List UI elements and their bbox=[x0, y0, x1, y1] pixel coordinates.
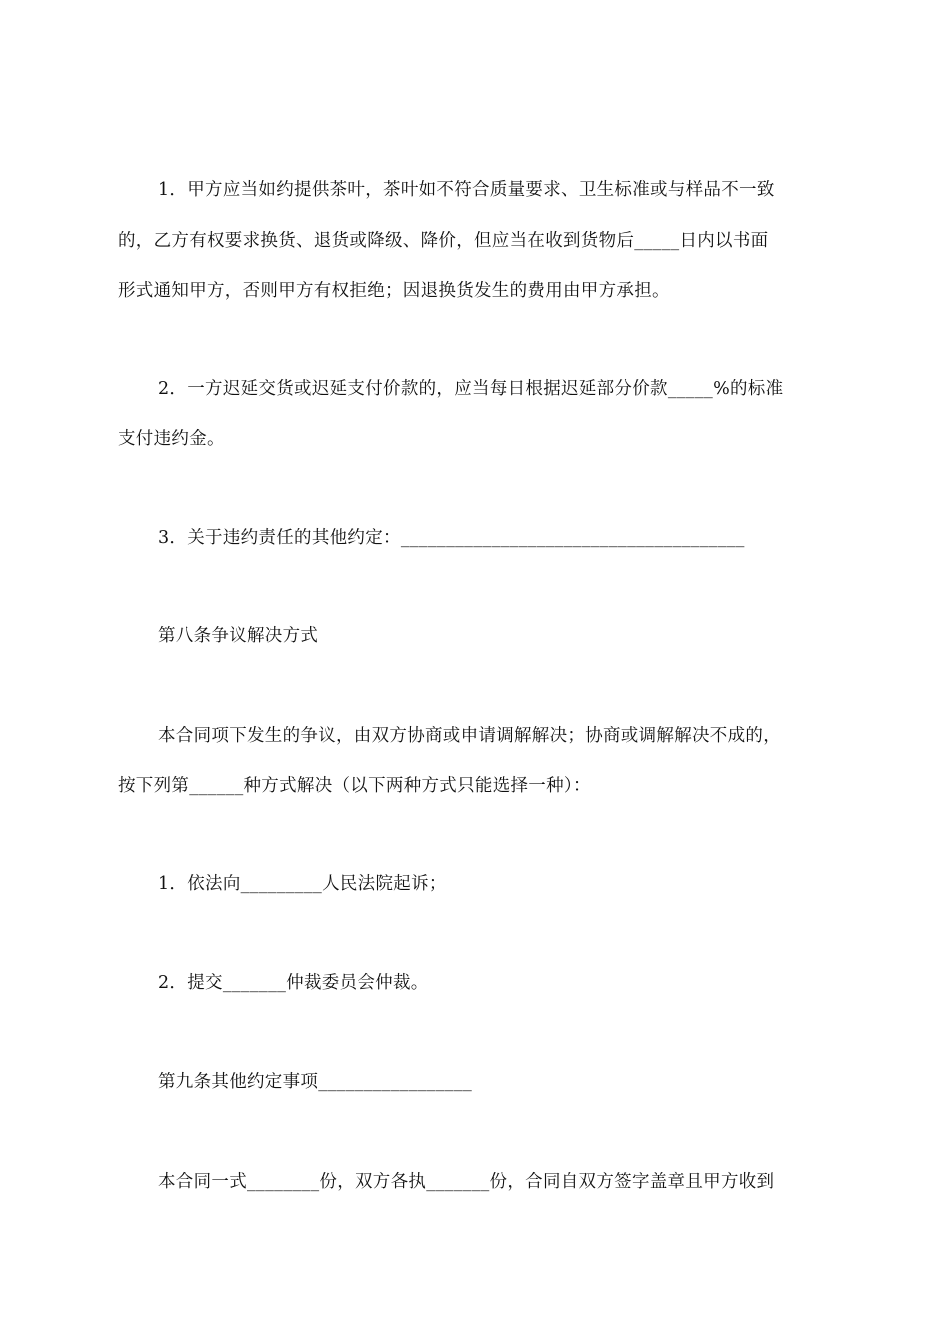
article-9-heading: 第九条其他约定事项_________________ bbox=[158, 1072, 473, 1092]
article-8-option-1: 1．依法向_________人民法院起诉； bbox=[158, 874, 447, 894]
clause-7-1-line-2: 的，乙方有权要求换货、退货或降级、降价，但应当在收到货物后_____日内以书面 bbox=[118, 231, 769, 251]
article-8-heading: 第八条争议解决方式 bbox=[158, 626, 319, 646]
clause-7-1-line-1: 1．甲方应当如约提供茶叶，茶叶如不符合质量要求、卫生标准或与样品不一致 bbox=[158, 180, 775, 200]
clause-7-3: 3．关于违约责任的其他约定：______________________________________ bbox=[158, 528, 745, 548]
article-8-option-2: 2．提交_______仲裁委员会仲裁。 bbox=[158, 973, 429, 993]
clause-7-2-line-2: 支付违约金。 bbox=[118, 429, 225, 449]
article-8-body-line-1: 本合同项下发生的争议，由双方协商或申请调解解决；协商或调解解决不成的， bbox=[158, 726, 781, 746]
clause-7-2-line-1: 2．一方迟延交货或迟延支付价款的，应当每日根据迟延部分价款_____%的标准 bbox=[158, 379, 784, 399]
final-clause-line-1: 本合同一式________份，双方各执_______份，合同自双方签字盖章且甲方收到 bbox=[158, 1172, 775, 1192]
clause-7-1-line-3: 形式通知甲方，否则甲方有权拒绝；因退换货发生的费用由甲方承担。 bbox=[118, 281, 670, 301]
article-8-body-line-2: 按下列第______种方式解决（以下两种方式只能选择一种）： bbox=[118, 776, 591, 796]
